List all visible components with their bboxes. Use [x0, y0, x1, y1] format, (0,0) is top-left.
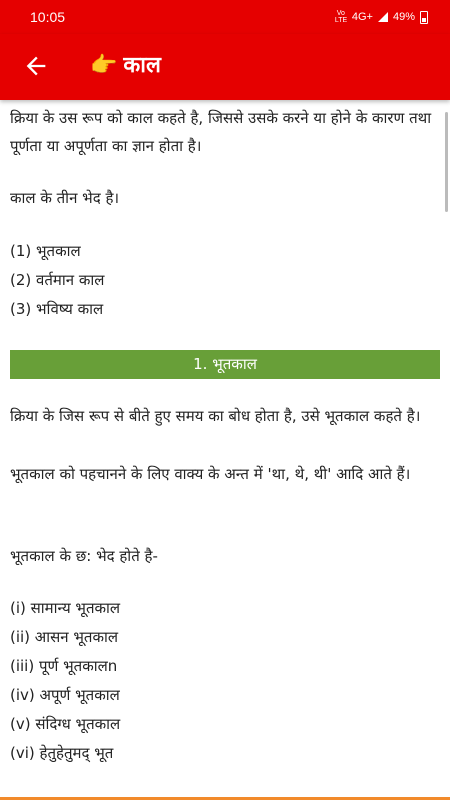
- identification-paragraph: भूतकाल को पहचानने के लिए वाक्य के अन्त में 'था, थे, थी' आदि आते हैं।: [10, 465, 411, 483]
- types-heading: काल के तीन भेद है।: [10, 189, 120, 207]
- battery-percent: 49%: [392, 11, 415, 23]
- content-area[interactable]: [0, 100, 450, 800]
- subtype-item: (v) संदिग्ध भूतकाल: [10, 715, 121, 733]
- page-title: काल: [123, 53, 161, 78]
- volte-indicator: Vo LTE: [334, 10, 348, 24]
- battery-icon: [420, 11, 428, 24]
- network-type: 4G+: [351, 11, 373, 23]
- type-item: (2) वर्तमान काल: [10, 271, 105, 289]
- subtype-item: (iv) अपूर्ण भूतकाल: [10, 686, 120, 704]
- type-item: (1) भूतकाल: [10, 242, 81, 260]
- subtype-item: (i) सामान्य भूतकाल: [10, 599, 121, 617]
- scrollbar[interactable]: [445, 112, 448, 212]
- subtype-item: (ii) आसन भूतकाल: [10, 628, 119, 646]
- type-item: (3) भविष्य काल: [10, 300, 104, 318]
- signal-icon: [378, 12, 388, 22]
- app-bar: [0, 34, 450, 100]
- subtype-item: (vi) हेतुहेतुमद् भूत: [10, 744, 114, 762]
- pointing-hand-icon: 👉: [90, 53, 118, 78]
- arrow-left-icon: [22, 52, 50, 80]
- section-header-bhootkal: 1. भूतकाल: [10, 350, 440, 379]
- back-button[interactable]: [22, 52, 50, 80]
- status-bar: [0, 0, 450, 34]
- subtypes-heading: भूतकाल के छ: भेद होते है-: [10, 547, 158, 565]
- subtype-item: (iii) पूर्ण भूतकालn: [10, 657, 118, 675]
- status-time: 10:05: [30, 9, 66, 25]
- definition-paragraph: क्रिया के जिस रूप से बीते हुए समय का बोध होता है, उसे भूतकाल कहते है।: [10, 407, 421, 425]
- intro-paragraph: क्रिया के उस रूप को काल कहते है, जिससे उसके करने या होने के कारण तथा पूर्णता या अपूर्णता का ज्ञान होता है।: [10, 109, 432, 155]
- status-icons: [335, 10, 428, 24]
